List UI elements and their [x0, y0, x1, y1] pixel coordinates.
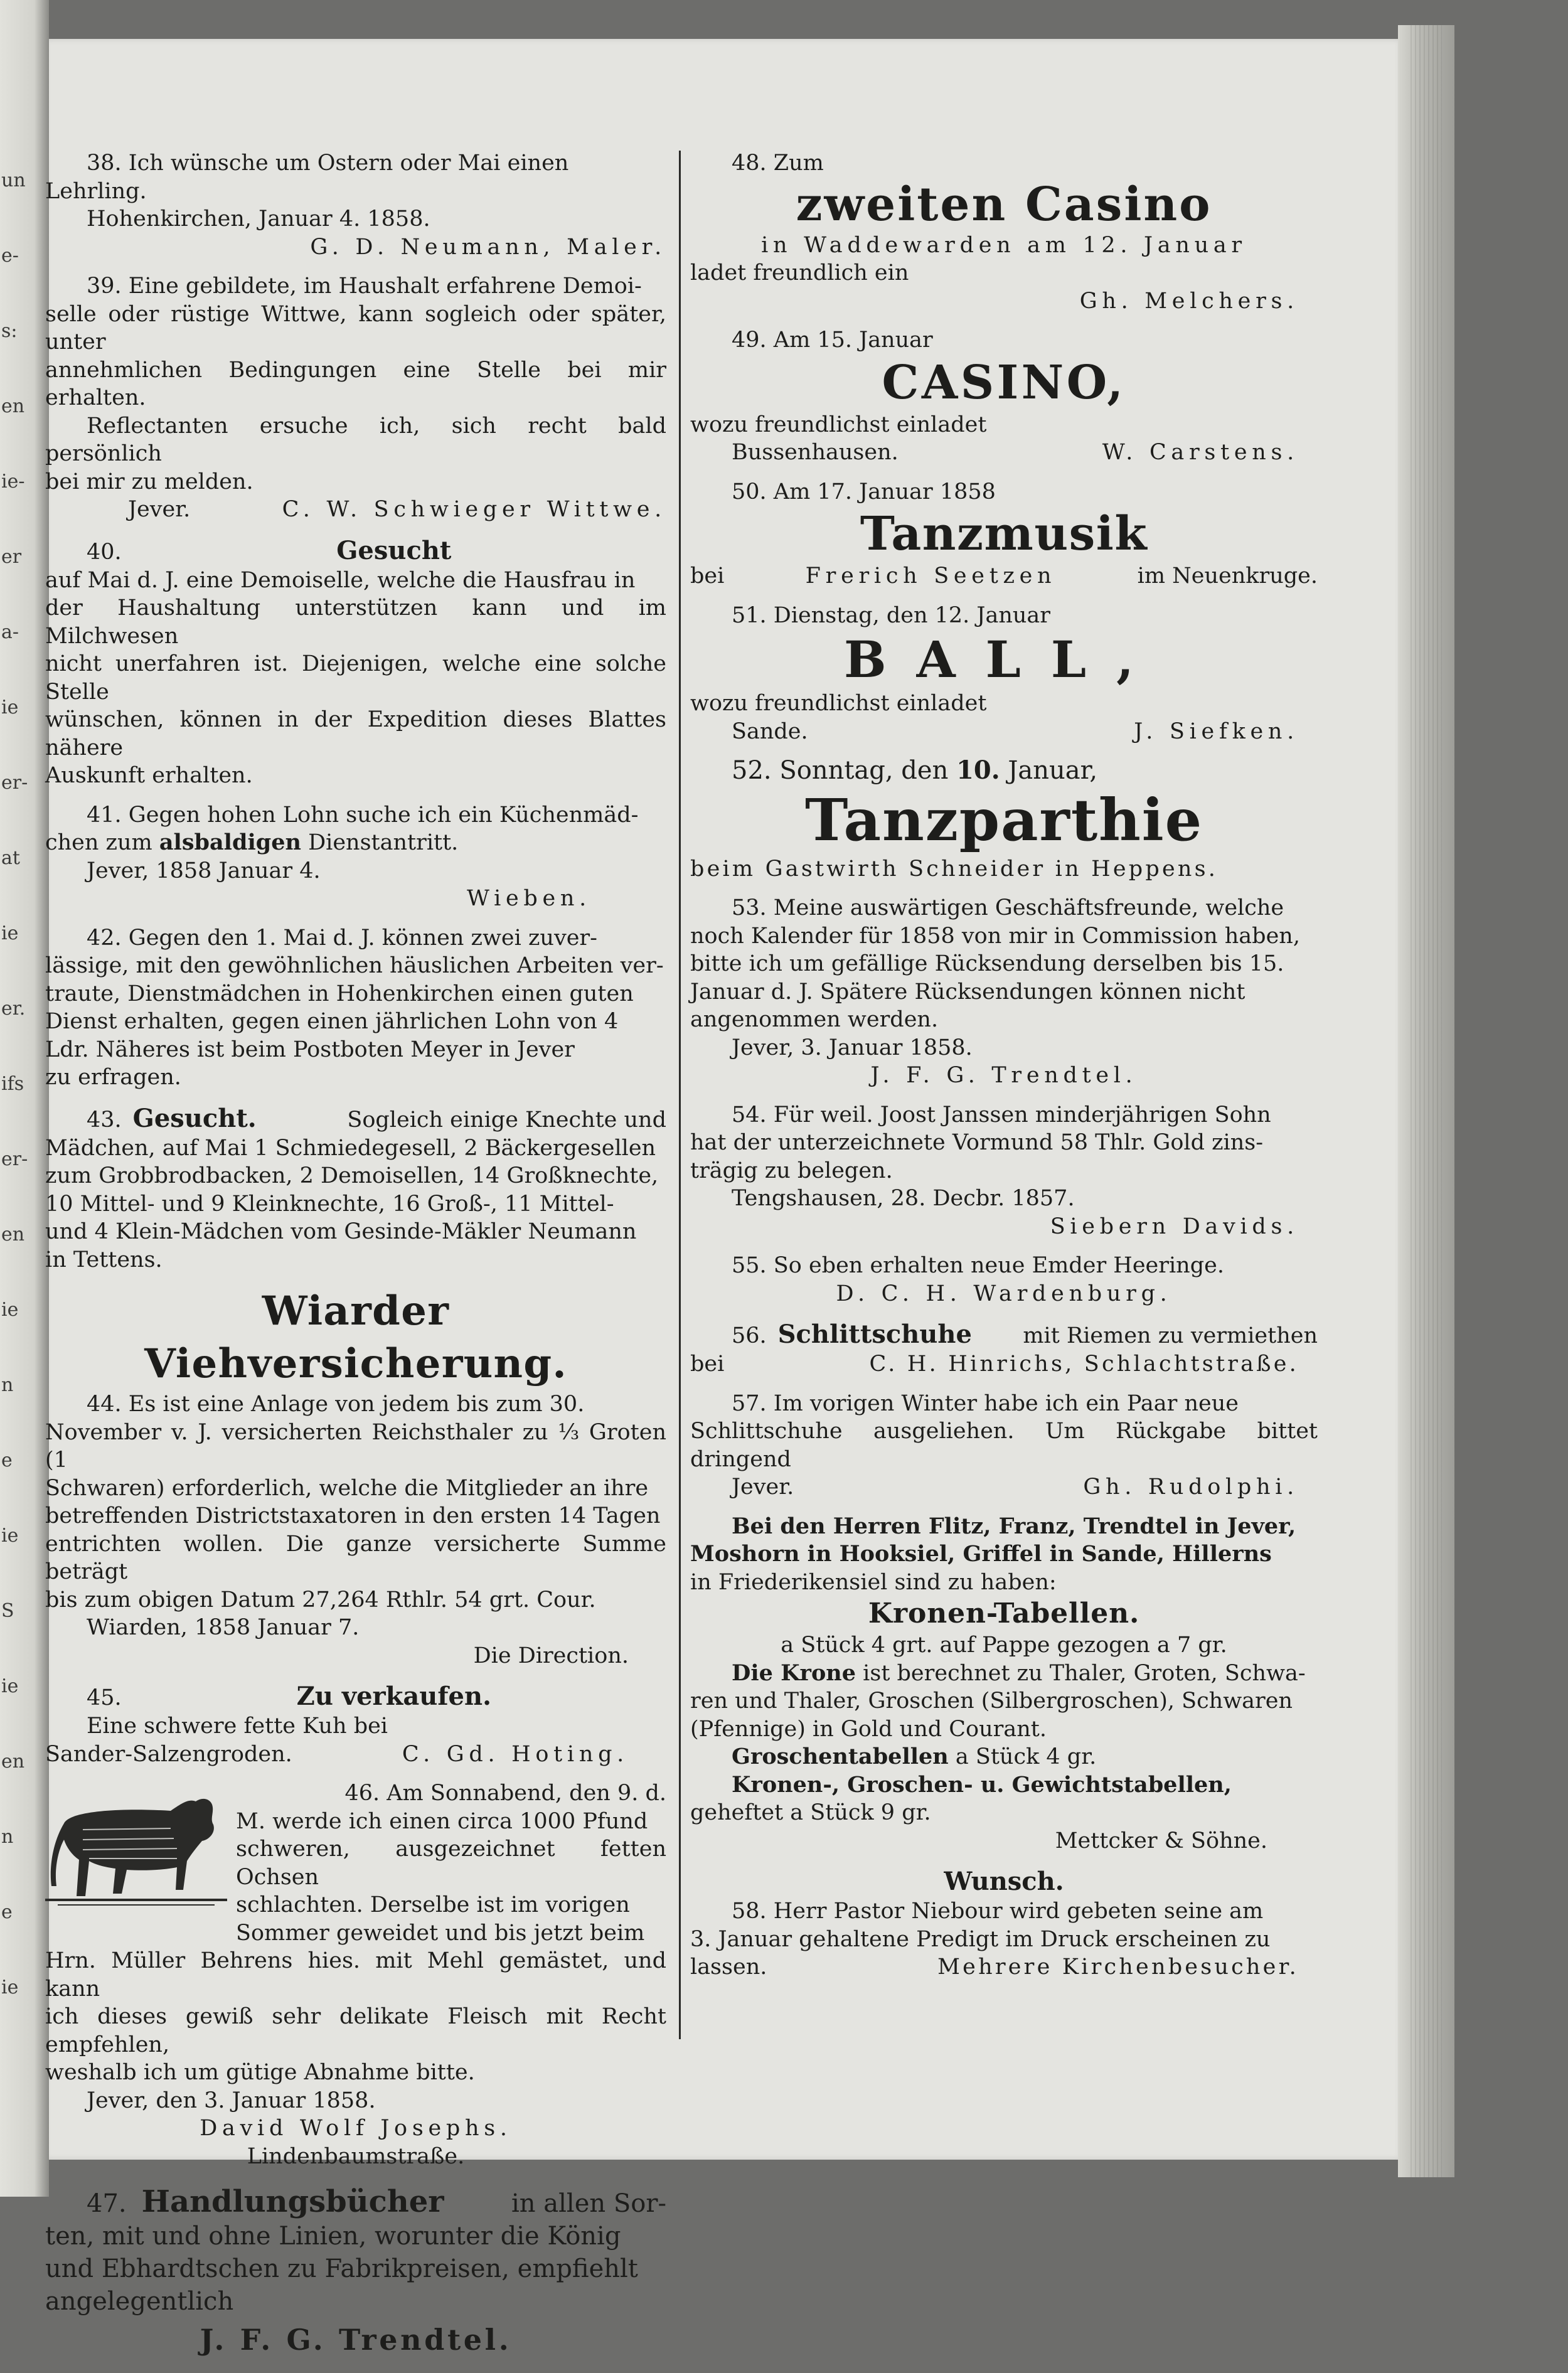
text-fragment: Sogleich einige Knechte und	[347, 1107, 666, 1133]
text-line: in Waddewarden am 12. Januar	[761, 232, 1247, 258]
ad-intro: 49. Am 15. Januar	[732, 328, 933, 353]
text-fragment: in allen Sor-	[511, 2189, 666, 2218]
text-line: 44. Es ist eine Anlage von jedem bis zum 30.	[87, 1392, 585, 1417]
ad-signer: C. H. Hinrichs, Schlachtstraße.	[869, 1352, 1299, 1377]
text-fragment: ist berechnet zu Thaler, Groten, Schwa-	[863, 1660, 1306, 1686]
text-line: wünschen, können in der Expedition dieses Blattes nähere	[45, 707, 666, 760]
adjacent-page-fragment: ie	[1, 1525, 19, 1547]
text-line: lässige, mit den gewöhnlichen häuslichen Arbeiten ver-	[45, 953, 664, 978]
ad-intro: 48. Zum	[732, 151, 824, 176]
text-line: Auskunft erhalten.	[45, 763, 253, 788]
adjacent-page-fragment: ie	[1, 922, 19, 944]
ad-signer: C. W. Schwieger Wittwe.	[282, 497, 666, 522]
ad-47	[45, 2185, 666, 2362]
text-line: bis zum obigen Datum 27,264 Rthlr. 54 grt. Cour.	[45, 1587, 596, 1613]
ad-signer: Mettcker & Söhne.	[1055, 1828, 1267, 1853]
ad-signer: Mehrere Kirchenbesucher.	[937, 1954, 1299, 1980]
text-line: Sander-Salzengroden.	[45, 1741, 292, 1767]
text-line: (Pfennige) in Gold und Courant.	[690, 1716, 1047, 1742]
adjacent-page-fragment: S	[1, 1600, 14, 1622]
text-line: Hrn. Müller Behrens hies. mit Mehl gemästet, und kann	[45, 1948, 666, 2002]
adjacent-page-fragment: s:	[1, 320, 18, 342]
adjacent-page-fragment: er-	[1, 1148, 28, 1170]
adjacent-page-fragment: en	[1, 1751, 25, 1773]
adjacent-page-fragment: a-	[1, 621, 19, 643]
text-line: wozu freundlichst einladet	[690, 412, 987, 437]
adjacent-page-fragment: ie	[1, 1299, 19, 1321]
ad-heading: Gesucht	[336, 535, 452, 565]
ad-53	[690, 894, 1318, 1090]
ad-51	[690, 602, 1318, 746]
ad-signer: Siebern Davids.	[1050, 1213, 1299, 1239]
ad-intro: 51. Dienstag, den 12. Januar	[732, 602, 1050, 628]
ad-heading: Wunsch.	[944, 1867, 1064, 1896]
ad-number: 45.	[87, 1685, 122, 1710]
text-line: und Ebhardtschen zu Fabrikpreisen, empfiehlt	[45, 2254, 638, 2283]
ad-place: Jever.	[732, 1474, 794, 1500]
price-line: a Stück 4 grt. auf Pappe gezogen a 7 gr.	[781, 1633, 1227, 1658]
ad-48	[690, 149, 1318, 315]
ad-39	[45, 272, 666, 524]
text-line: 55. So eben erhalten neue Emder Heeringe.	[732, 1253, 1224, 1278]
text-line: Reflectanten ersuche ich, sich recht bald persönlich	[45, 413, 666, 466]
ad-54	[690, 1101, 1318, 1241]
text-line: bei mir zu melden.	[45, 469, 253, 494]
ad-place: Sande.	[732, 718, 808, 744]
ad-place: Jever, 1858 Januar 4.	[87, 858, 321, 883]
ad-57	[690, 1390, 1318, 1501]
text-line: M. werde ich einen circa 1000 Pfund	[236, 1808, 648, 1834]
adjacent-page-fragment: e	[1, 1901, 13, 1923]
text-fragment: mit Riemen zu vermiethen	[1023, 1323, 1318, 1348]
ad-heading: Handlungsbücher	[141, 2184, 444, 2219]
emphasis-text: Kronen-, Groschen- u. Gewichtstabellen,	[732, 1771, 1232, 1798]
ox-illustration	[45, 1779, 227, 1911]
text-line: traute, Dienstmädchen in Hohenkirchen einen guten	[45, 981, 634, 1006]
adjacent-page-fragment: e	[1, 1449, 13, 1471]
ad-heading: Zu verkaufen.	[296, 1682, 492, 1711]
adjacent-page-fragment: er-	[1, 772, 28, 794]
text-line: in Friederikensiel sind zu haben:	[690, 1569, 1057, 1595]
text-line: der Haushaltung unterstützen kann und im Milchwesen	[45, 595, 666, 649]
text-line: schweren, ausgezeichnet fetten Ochsen	[236, 1837, 666, 1890]
text-line: angenommen werden.	[690, 1007, 939, 1032]
text-line: Lehrling.	[45, 178, 147, 204]
wunsch-notice	[690, 1866, 1318, 1981]
text-line: weshalb ich um gütige Abnahme bitte.	[45, 2060, 475, 2085]
adjacent-page-fragment: en	[1, 1224, 25, 1245]
text-fragment: Dienstantritt.	[308, 830, 459, 855]
text-line: betreffenden Districtstaxatoren in den ersten 14 Tagen	[45, 1503, 661, 1528]
ad-41	[45, 801, 666, 913]
ad-signer: J. F. G. Trendtel.	[870, 1063, 1138, 1088]
text-line: 53. Meine auswärtigen Geschäftsfreunde, welche	[732, 895, 1284, 920]
text-line: in Tettens.	[45, 1247, 163, 1272]
text-line: hat der unterzeichnete Vormund 58 Thlr. Gold zins-	[690, 1130, 1264, 1155]
ad-44	[45, 1390, 666, 1670]
ad-signer: W. Carstens.	[1102, 440, 1299, 465]
adjacent-page-fragment: er	[1, 546, 22, 568]
text-line: beim Gastwirth Schneider in Heppens.	[690, 856, 1219, 882]
text-fragment: chen zum	[45, 830, 152, 855]
adjacent-page-fragment: n	[1, 1826, 14, 1848]
ad-signer: C. Gd. Hoting.	[402, 1741, 629, 1767]
ad-street: Lindenbaumstraße.	[247, 2143, 465, 2169]
text-fragment: bei	[690, 1352, 725, 1377]
emphasis-text: Groschentabellen	[732, 1744, 949, 1769]
ad-place: Tengshausen, 28. Decbr. 1857.	[732, 1186, 1075, 1211]
text-line: Bei den Herren Flitz, Franz, Trendtel in Jever,	[732, 1513, 1296, 1539]
ad-55	[690, 1252, 1318, 1308]
text-line: 54. Für weil. Joost Janssen minderjährigen Sohn	[732, 1102, 1271, 1128]
ad-43	[45, 1103, 666, 1274]
ad-intro: 52. Sonntag, den	[732, 756, 949, 785]
text-line: und 4 Klein-Mädchen vom Gesinde-Mäkler Neumann	[45, 1219, 637, 1244]
ad-title: Tanzparthie	[805, 786, 1203, 854]
ad-52	[690, 757, 1318, 883]
ad-signer: Wieben.	[467, 886, 591, 911]
ad-number: 47.	[87, 2189, 127, 2218]
text-fragment: im Neuenkruge.	[1137, 563, 1318, 589]
adjacent-page-strip	[0, 0, 49, 2197]
text-line: ich dieses gewiß sehr delikate Fleisch mit Recht empfehlen,	[45, 2004, 666, 2057]
ad-place: Bussenhausen.	[732, 440, 899, 465]
ad-title: Kronen-Tabellen.	[868, 1597, 1140, 1629]
book-notice	[690, 1513, 1318, 1855]
ad-46	[45, 1779, 666, 2170]
ad-heading: Gesucht.	[132, 1103, 257, 1133]
text-line: 57. Im vorigen Winter habe ich ein Paar neue	[732, 1390, 1239, 1416]
ad-host-name: Frerich Seetzen	[805, 563, 1057, 589]
text-line: Dienst erhalten, gegen einen jährlichen Lohn von 4	[45, 1009, 619, 1034]
text-line: Schwaren) erforderlich, welche die Mitglieder an ihre	[45, 1475, 649, 1501]
ad-title: CASINO,	[882, 355, 1126, 410]
text-line: nicht unerfahren ist. Diejenigen, welche eine solche Stelle	[45, 651, 666, 705]
text-line: annehmlichen Bedingungen eine Stelle bei mir erhalten.	[45, 357, 666, 410]
ad-38	[45, 149, 666, 261]
ad-title: zweiten Casino	[796, 177, 1212, 232]
text-line: Januar d. J. Spätere Rücksendungen können nicht	[690, 979, 1245, 1005]
text-line: Eine schwere fette Kuh bei	[87, 1714, 388, 1739]
ad-signer: Gh. Rudolphi.	[1083, 1474, 1299, 1500]
ad-intro: 50. Am 17. Januar 1858	[732, 479, 996, 504]
ad-number: 43.	[87, 1107, 122, 1133]
text-line: angelegentlich	[45, 2287, 234, 2316]
ad-signer: G. D. Neumann, Maler.	[310, 234, 666, 260]
text-line: ren und Thaler, Groschen (Silbergroschen), Schwaren	[690, 1688, 1293, 1714]
text-fragment: Januar,	[1008, 756, 1098, 785]
text-line: zu erfragen.	[45, 1065, 181, 1090]
ad-number: 56.	[732, 1323, 767, 1348]
adjacent-page-fragment: ie-	[1, 471, 25, 493]
text-line: 41. Gegen hohen Lohn suche ich ein Küchenmäd-	[87, 802, 639, 828]
text-line: entrichten wollen. Die ganze versicherte Summe beträgt	[45, 1531, 666, 1584]
text-line: Schlittschuhe ausgeliehen. Um Rückgabe bittet dringend	[690, 1419, 1318, 1472]
text-line: 46. Am Sonnabend, den 9. d.	[344, 1781, 666, 1806]
text-line: trägig zu belegen.	[690, 1158, 893, 1183]
text-line: geheftet a Stück 9 gr.	[690, 1800, 931, 1825]
text-line: ten, mit und ohne Linien, worunter die König	[45, 2222, 621, 2251]
text-line: November v. J. versicherten Reichsthaler zu ⅓ Groten (1	[45, 1419, 666, 1473]
text-line: zum Grobbrodbacken, 2 Demoisellen, 14 Großknechte,	[45, 1163, 659, 1188]
adjacent-page-fragment: ie	[1, 1976, 19, 1998]
section-title: Wiarder Viehversicherung.	[144, 1288, 567, 1387]
ad-place: Wiarden, 1858 Januar 7.	[87, 1615, 360, 1640]
adjacent-page-fragment: ie	[1, 696, 19, 718]
ad-50	[690, 478, 1318, 590]
ad-heading: Schlittschuhe	[777, 1320, 972, 1349]
ad-title: Tanzmusik	[860, 507, 1148, 561]
adjacent-page-fragment: n	[1, 1374, 14, 1396]
text-fragment: bei	[690, 563, 725, 589]
page-edge	[1398, 25, 1454, 2177]
ad-place: Jever, den 3. Januar 1858.	[87, 2088, 376, 2113]
emphasis-text: Die Krone	[732, 1660, 856, 1686]
text-line: ladet freundlich ein	[690, 260, 909, 285]
adjacent-page-fragment: un	[1, 169, 26, 191]
text-line: noch Kalender für 1858 von mir in Commission haben,	[690, 923, 1300, 949]
text-line: bitte ich um gefällige Rücksendung derselben bis 15.	[690, 951, 1284, 976]
adjacent-page-fragment: ie	[1, 1675, 19, 1697]
ad-place: Jever, 3. Januar 1858.	[732, 1035, 973, 1060]
ad-place: Jever.	[128, 497, 191, 522]
left-column	[45, 149, 666, 2373]
adjacent-page-fragment: e-	[1, 245, 19, 267]
adjacent-page-fragment: at	[1, 847, 20, 869]
text-line: schlachten. Derselbe ist im vorigen	[236, 1892, 630, 1917]
emphasis-text: 10.	[956, 755, 1000, 785]
text-line: Moshorn in Hooksiel, Griffel in Sande, Hillerns	[690, 1541, 1272, 1567]
ad-place: Hohenkirchen, Januar 4. 1858.	[87, 206, 430, 232]
ad-42	[45, 924, 666, 1092]
ad-signer: Die Direction.	[473, 1643, 629, 1668]
emphasis-text: alsbaldigen	[159, 829, 301, 855]
adjacent-page-fragment: er.	[1, 998, 26, 1020]
ad-signer: David Wolf Josephs.	[200, 2116, 512, 2141]
text-line: wozu freundlichst einladet	[690, 691, 987, 716]
text-fragment: a Stück 4 gr.	[955, 1744, 1097, 1769]
text-line: 58. Herr Pastor Niebour wird gebeten seine am	[732, 1899, 1264, 1924]
ad-40	[45, 535, 666, 790]
ad-number: 40.	[87, 539, 122, 565]
ad-signer: D. C. H. Wardenburg.	[836, 1281, 1172, 1306]
text-line: 39. Eine gebildete, im Haushalt erfahrene Demoi-	[87, 274, 642, 299]
ad-signer: J. Siefken.	[1134, 718, 1299, 744]
text-line: Mädchen, auf Mai 1 Schmiedegesell, 2 Bäckergesellen	[45, 1135, 656, 1161]
text-line: 3. Januar gehaltene Predigt im Druck erscheinen zu	[690, 1926, 1271, 1952]
right-column	[690, 149, 1318, 1993]
ad-45	[45, 1681, 666, 1768]
ad-56	[690, 1319, 1318, 1378]
text-line: Ldr. Näheres ist beim Postboten Meyer in Jever	[45, 1037, 575, 1062]
column-divider	[679, 151, 681, 2039]
adjacent-page-fragment: en	[1, 395, 25, 417]
text-line: 10 Mittel- und 9 Kleinknechte, 16 Groß-, 11 Mittel-	[45, 1191, 614, 1217]
ad-signer: J. F. G. Trendtel.	[200, 2323, 512, 2357]
text-line: 38. Ich wünsche um Ostern oder Mai einen	[87, 151, 569, 176]
ad-title: BALL,	[843, 630, 1165, 689]
text-line: auf Mai d. J. eine Demoiselle, welche die Hausfrau in	[45, 567, 636, 593]
text-line: selle oder rüstige Wittwe, kann sogleich oder später, unter	[45, 301, 666, 355]
text-line: 42. Gegen den 1. Mai d. J. können zwei zuver-	[87, 925, 597, 951]
adjacent-page-fragment: ifs	[1, 1073, 24, 1095]
ad-signer: Gh. Melchers.	[1079, 288, 1299, 314]
ad-49	[690, 326, 1318, 467]
text-line: Sommer geweidet und bis jetzt beim	[236, 1920, 645, 1946]
text-fragment: lassen.	[690, 1954, 767, 1980]
